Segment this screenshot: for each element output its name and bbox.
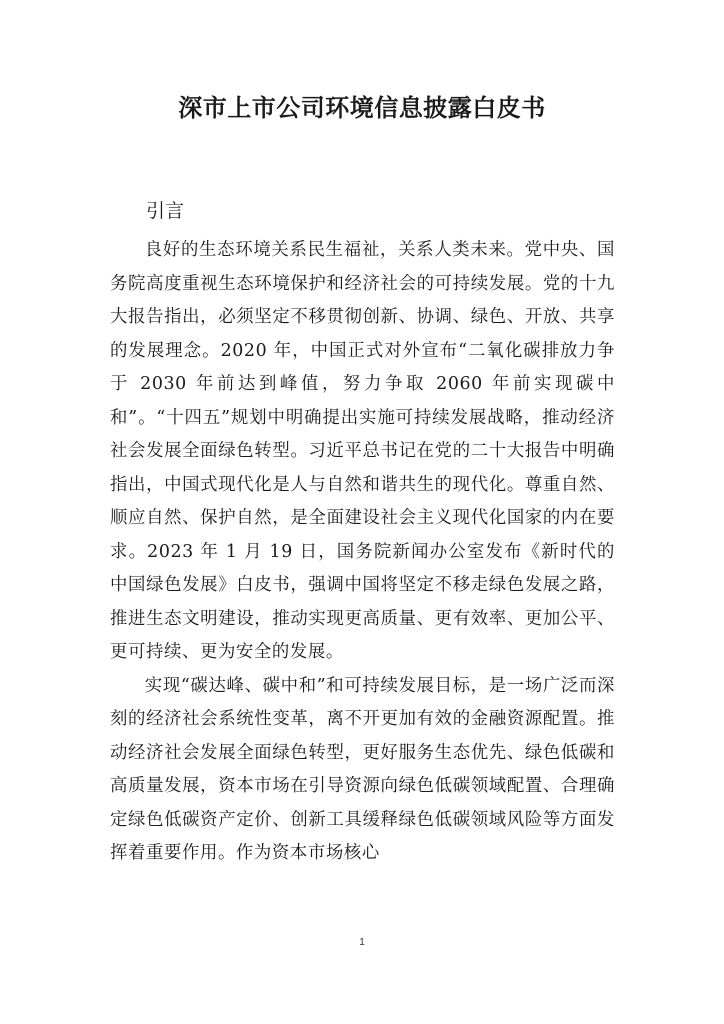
- paragraph: 良好的生态环境关系民生福祉，关系人类未来。党中央、国务院高度重视生态环境保护和经济社会的可持续发展。党的十九大报告指出，必须坚定不移贯彻创新、协调、绿色、开放、共享的发展理念。2020 年，中国正式对外宣布“二氧化碳排放力争于 2030 年前达到峰值，努力争取 2060 年前实现碳中和”。“十四五”规划中明确提出实施可持续发展战略，推动经济社会发展全面绿色转型。习近平总书记在党的二十大报告中明确指出，中国式现代化是人与自然和谐共生的现代化。尊重自然、顺应自然、保护自然，是全面建设社会主义现代化国家的内在要求。2023 年 1 月 19 日，国务院新闻办公室发布《新时代的中国绿色发展》白皮书，强调中国将坚定不移走绿色发展之路，推进生态文明建设，推动实现更高质量、更有效率、更加公平、更可持续、更为安全的发展。: [110, 240, 615, 662]
- paragraph: 实现“碳达峰、碳中和”和可持续发展目标，是一场广泛而深刻的经济社会系统性变革，离不开更加有效的金融资源配置。推动经济社会发展全面绿色转型，更好服务生态优先、绿色低碳和高质量发展，资本市场在引导资源向绿色低碳领域配置、合理确定绿色低碳资产定价、创新工具缓释绿色低碳领域风险等方面发挥着重要作用。作为资本市场核心: [110, 675, 615, 863]
- page-number: 1: [359, 937, 365, 948]
- section-heading: 引言: [146, 200, 185, 222]
- document-body: [110, 234, 615, 871]
- document-title: 深市上市公司环境信息披露白皮书: [178, 93, 546, 122]
